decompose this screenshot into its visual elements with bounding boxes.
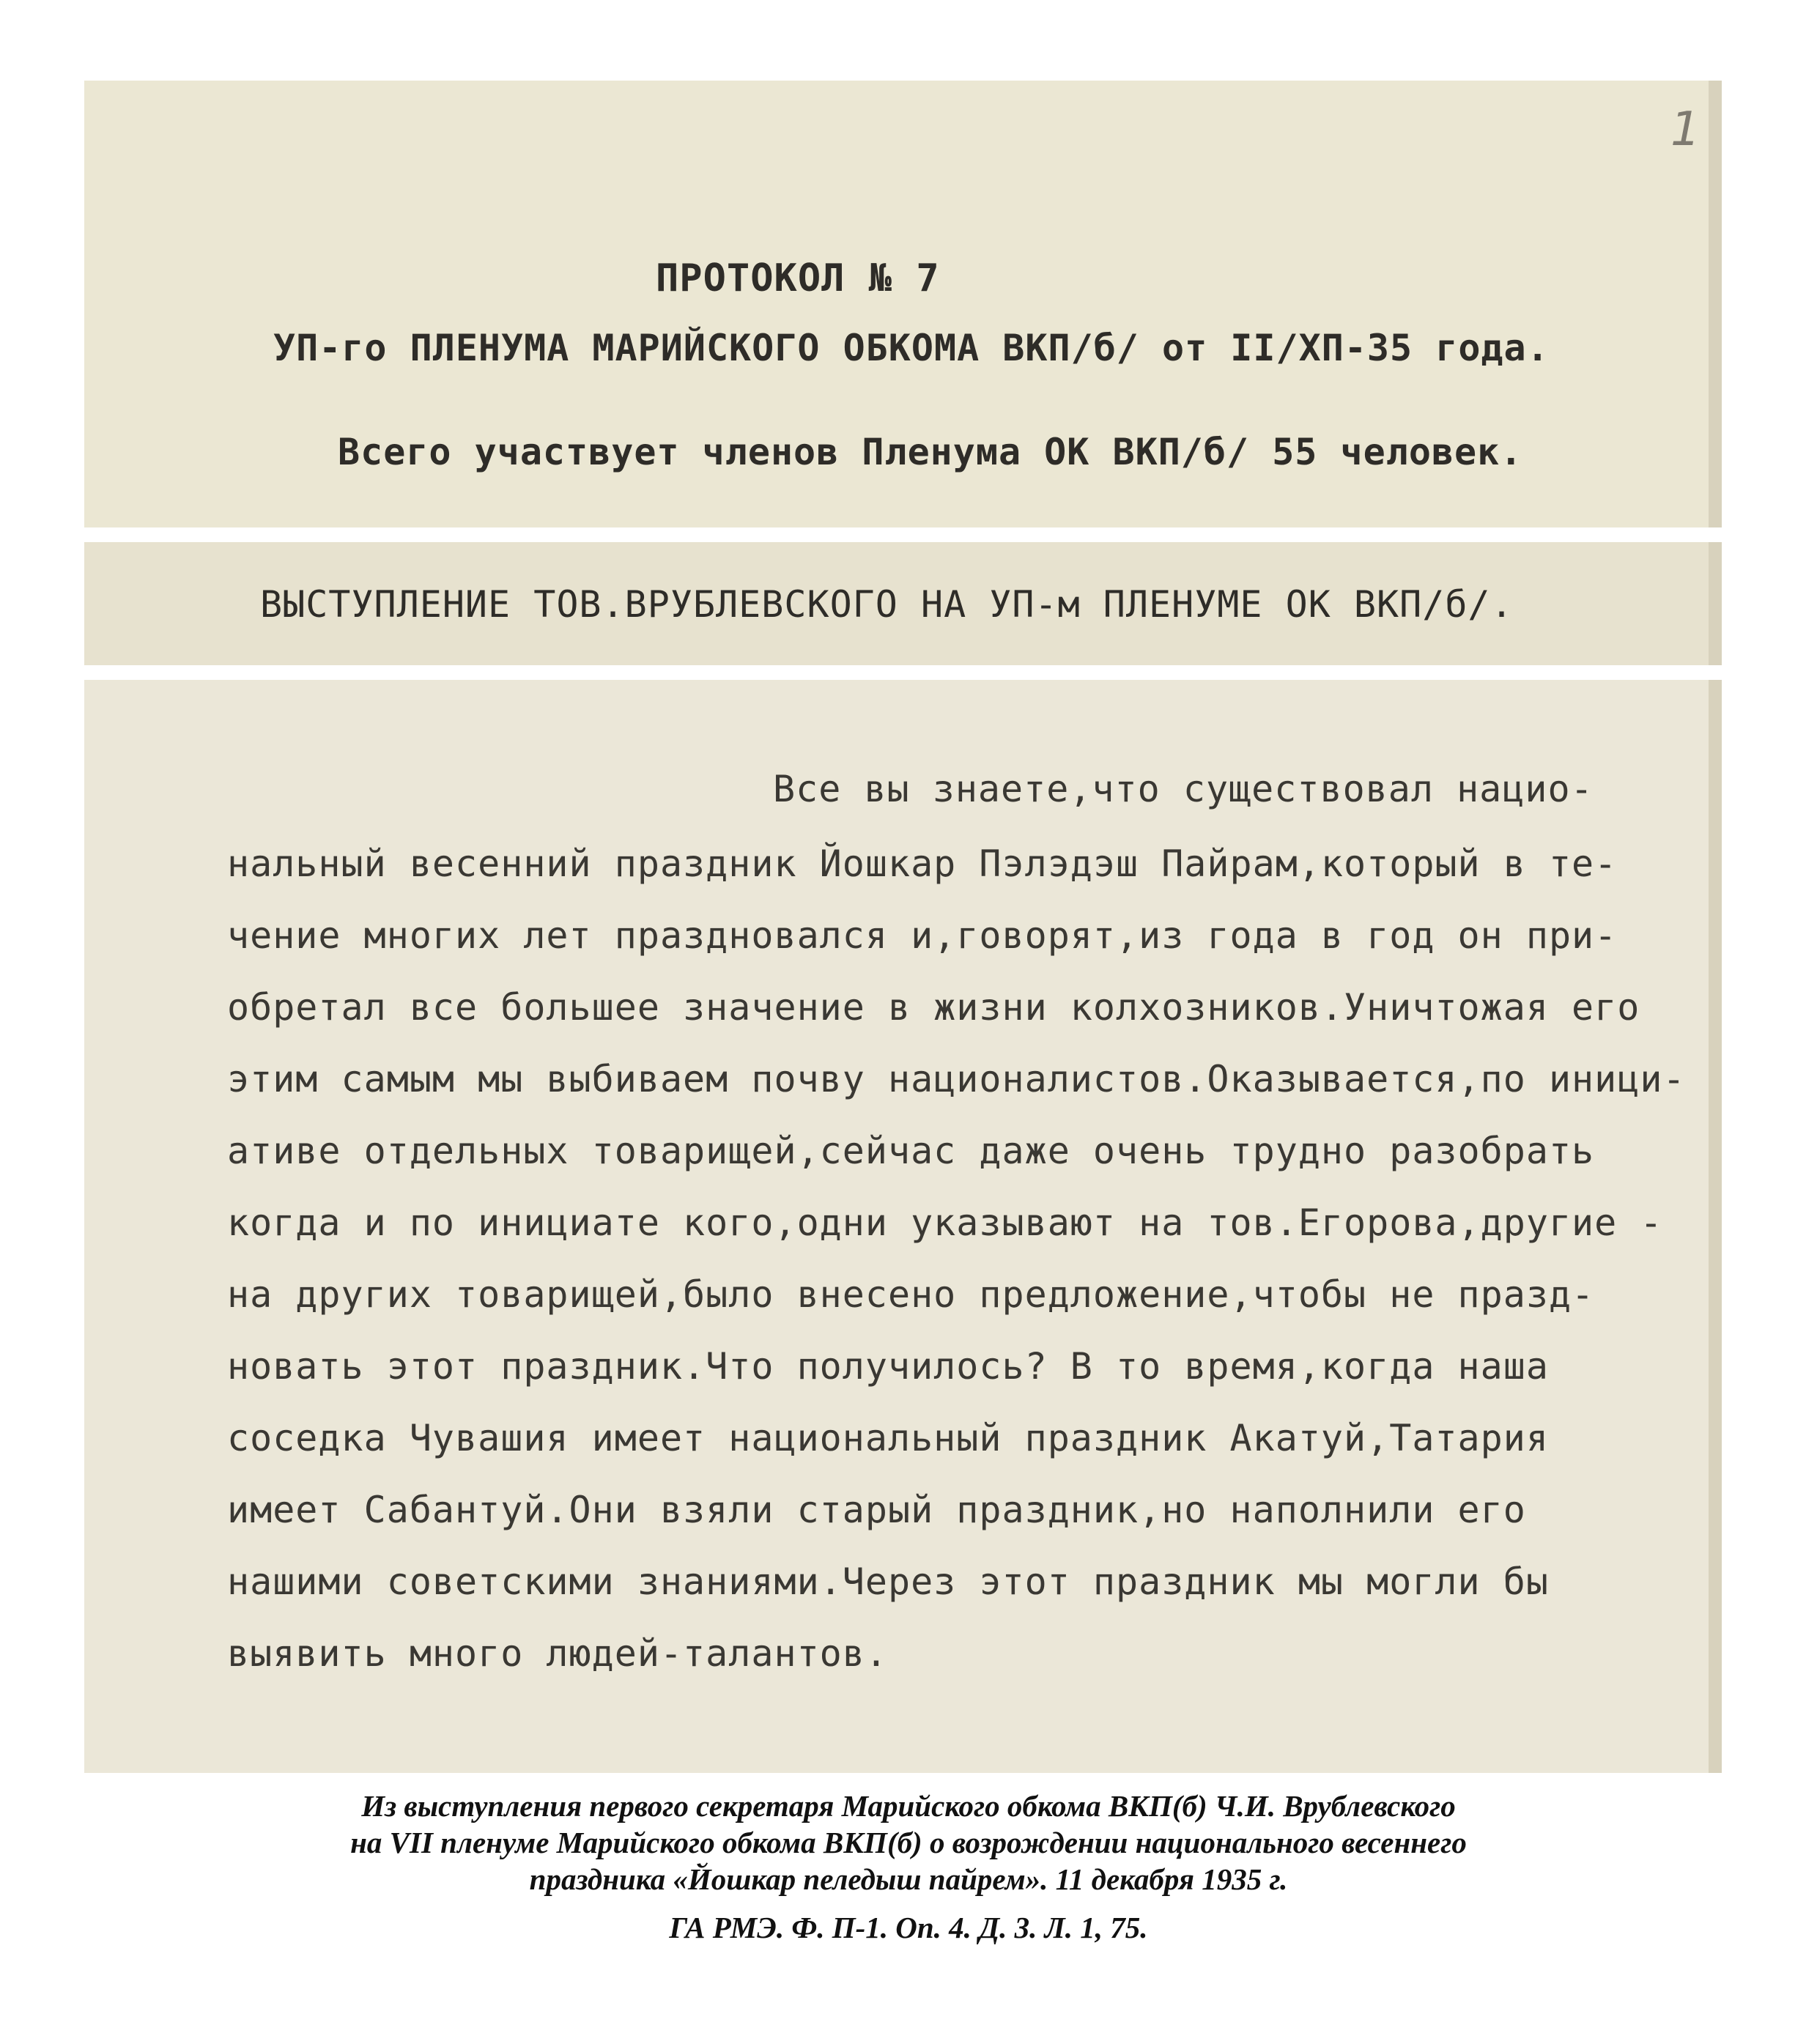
archive-source-reference: ГА РМЭ. Ф. П-1. Оп. 4. Д. 3. Л. 1, 75. bbox=[669, 1911, 1148, 1944]
caption-line-1: Из выступления первого секретаря Марийского обкома ВКП(б) Ч.И. Врублевского bbox=[361, 1789, 1456, 1823]
document-panel-protocol-header bbox=[84, 81, 1722, 527]
speech-line-10: соседка Чувашия имеет национальный праздник Акатуй,Татария bbox=[227, 1417, 1549, 1459]
caption-line-3: праздника «Йошкар пеледыш пайрем». 11 декабря 1935 г. bbox=[529, 1862, 1288, 1896]
document-panel-speech-heading bbox=[84, 542, 1722, 665]
members-count-line: Всего участвует членов Пленума ОК ВКП/б/ 55 человек. bbox=[338, 431, 1523, 473]
speech-line-8: на других товарищей,было внесено предложение,чтобы не празд- bbox=[227, 1273, 1595, 1316]
speech-line-7: когда и по инициате кого,одни указывают на тов.Егорова,другие - bbox=[227, 1201, 1663, 1244]
speech-line-3: чение многих лет праздновался и,говорят,из года в год он при- bbox=[227, 914, 1618, 957]
plenum-heading: УП-го ПЛЕНУМА МАРИЙСКОГО ОБКОМА ВКП/б/ от II/ХП-35 года. bbox=[273, 327, 1550, 369]
speech-heading: ВЫСТУПЛЕНИЕ ТОВ.ВРУБЛЕВСКОГО НА УП-м ПЛЕНУМЕ ОК ВКП/б/. bbox=[260, 583, 1514, 626]
speech-line-12: нашими советскими знаниями.Через этот праздник мы могли бы bbox=[227, 1560, 1549, 1603]
protocol-title: ПРОТОКОЛ № 7 bbox=[656, 256, 940, 300]
page-edge-shadow bbox=[1709, 680, 1722, 1773]
caption-line-2: на VII пленуме Марийского обкома ВКП(б) о возрождении национального весеннего bbox=[350, 1826, 1467, 1859]
document-panel-speech-text bbox=[84, 680, 1722, 1773]
speech-line-13: выявить много людей-талантов. bbox=[227, 1632, 888, 1675]
speech-line-11: имеет Сабантуй.Они взяли старый праздник,но наполнили его bbox=[227, 1489, 1526, 1531]
page-number-mark: 1 bbox=[1670, 103, 1701, 157]
page-edge-shadow bbox=[1709, 81, 1722, 527]
speech-line-4: обретал все большее значение в жизни колхозников.Уничтожая его bbox=[227, 986, 1640, 1029]
speech-line-9: новать этот праздник.Что получилось? В то время,когда наша bbox=[227, 1345, 1549, 1388]
page-edge-shadow bbox=[1709, 542, 1722, 665]
speech-line-6: ативе отдельных товарищей,сейчас даже очень трудно разобрать bbox=[227, 1130, 1595, 1172]
speech-line-2: нальный весенний праздник Йошкар Пэлэдэш Пайрам,который в те- bbox=[227, 843, 1618, 885]
image-caption bbox=[0, 1788, 1817, 1897]
speech-line-5: этим самым мы выбиваем почву националистов.Оказывается,по иници- bbox=[227, 1058, 1686, 1100]
speech-line-1: Все вы знаете,что существовал нацио- bbox=[773, 768, 1594, 810]
